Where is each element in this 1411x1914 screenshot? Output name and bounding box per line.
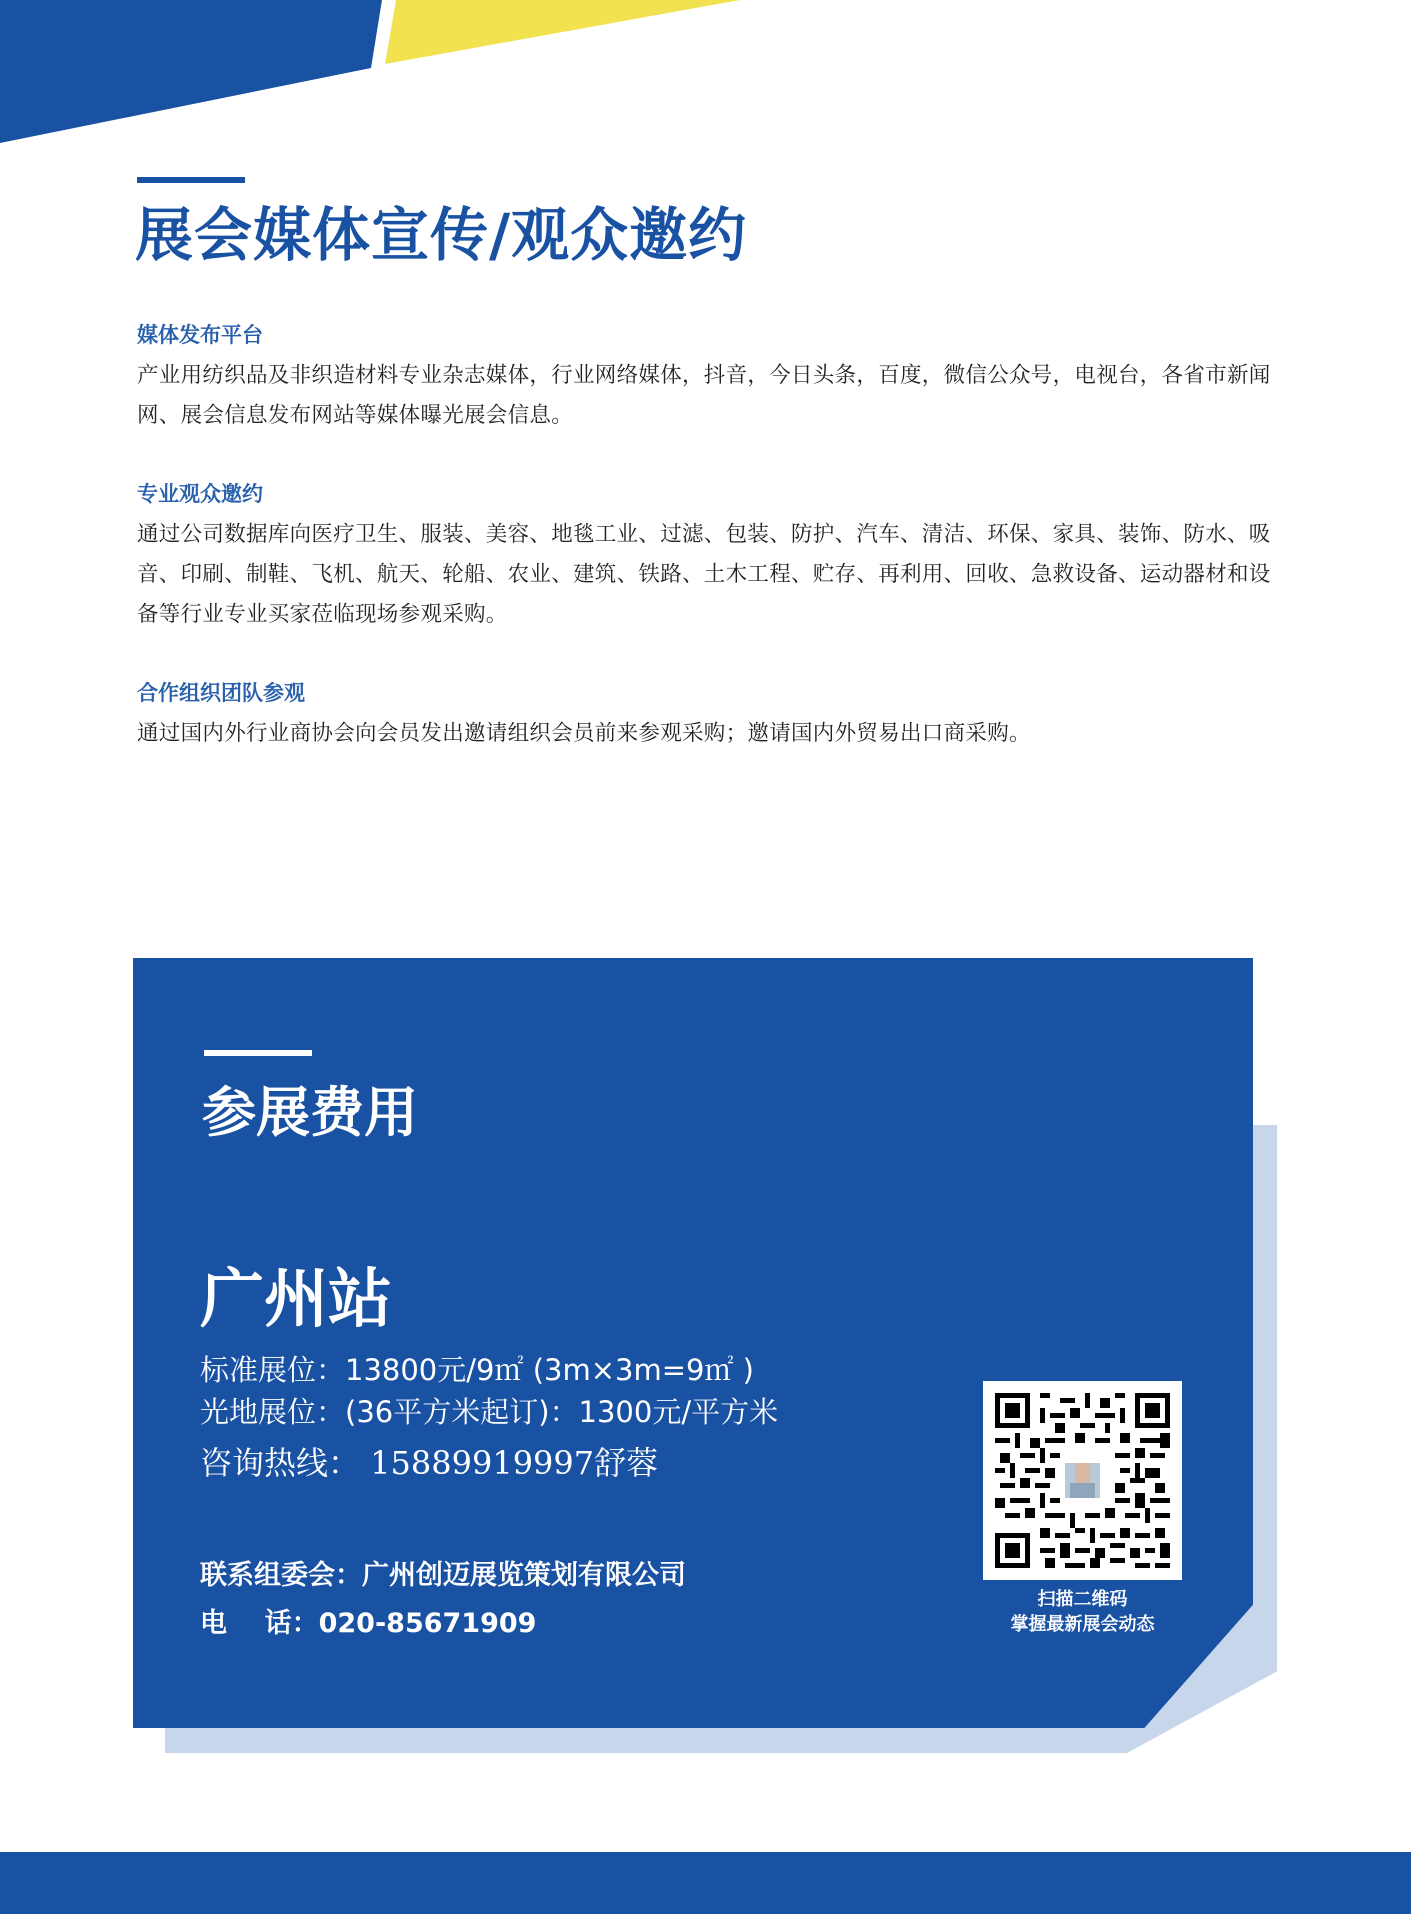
qr-code-icon bbox=[995, 1393, 1170, 1568]
fee-title: 参展费用 bbox=[202, 1081, 418, 1144]
section-media bbox=[137, 320, 1277, 436]
top-decoration bbox=[0, 0, 760, 150]
section-body: 通过公司数据库向医疗卫生、服装、美容、地毯工业、过滤、包装、防护、汽车、清洁、环保、家具、装饰、防水、吸音、印刷、制鞋、飞机、航天、轮船、农业、建筑、铁路、土木工程、贮存、再利用、回收、急救设备、运动器材和设备等行业专业买家莅临现场参观采购。 bbox=[137, 522, 1271, 627]
qr-code bbox=[983, 1381, 1182, 1580]
footer-band bbox=[0, 1852, 1411, 1914]
title-accent-bar bbox=[137, 177, 245, 183]
phone: 电 话：020-85671909 bbox=[200, 1608, 537, 1639]
section-heading: 专业观众邀约 bbox=[137, 482, 263, 506]
section-groups bbox=[137, 678, 1277, 754]
qr-caption-line2: 掌握最新展会动态 bbox=[1010, 1614, 1155, 1635]
raw-space-price: 光地展位：(36平方米起订)：1300元/平方米 bbox=[200, 1395, 779, 1429]
section-body: 产业用纺织品及非织造材料专业杂志媒体，行业网络媒体，抖音，今日头条，百度，微信公众号，电视台，各省市新闻网、展会信息发布网站等媒体曝光展会信息。 bbox=[137, 363, 1271, 428]
section-heading: 合作组织团队参观 bbox=[137, 681, 305, 705]
hotline: 咨询热线： 15889919997舒蓉 bbox=[200, 1444, 659, 1482]
standard-booth-price: 标准展位：13800元/9㎡ (3m×3m=9㎡ ) bbox=[200, 1353, 754, 1387]
section-body: 通过国内外行业商协会向会员发出邀请组织会员前来参观采购；邀请国内外贸易出口商采购。 bbox=[137, 721, 1031, 746]
city-name: 广州站 bbox=[200, 1263, 392, 1337]
qr-caption-line1: 扫描二维码 bbox=[1037, 1589, 1128, 1610]
fee-title-accent-bar bbox=[204, 1050, 312, 1056]
organizer: 联系组委会：广州创迈展览策划有限公司 bbox=[200, 1560, 686, 1591]
section-audience bbox=[137, 479, 1277, 635]
section-heading: 媒体发布平台 bbox=[137, 323, 263, 347]
page-title: 展会媒体宣传/观众邀约 bbox=[135, 201, 748, 269]
